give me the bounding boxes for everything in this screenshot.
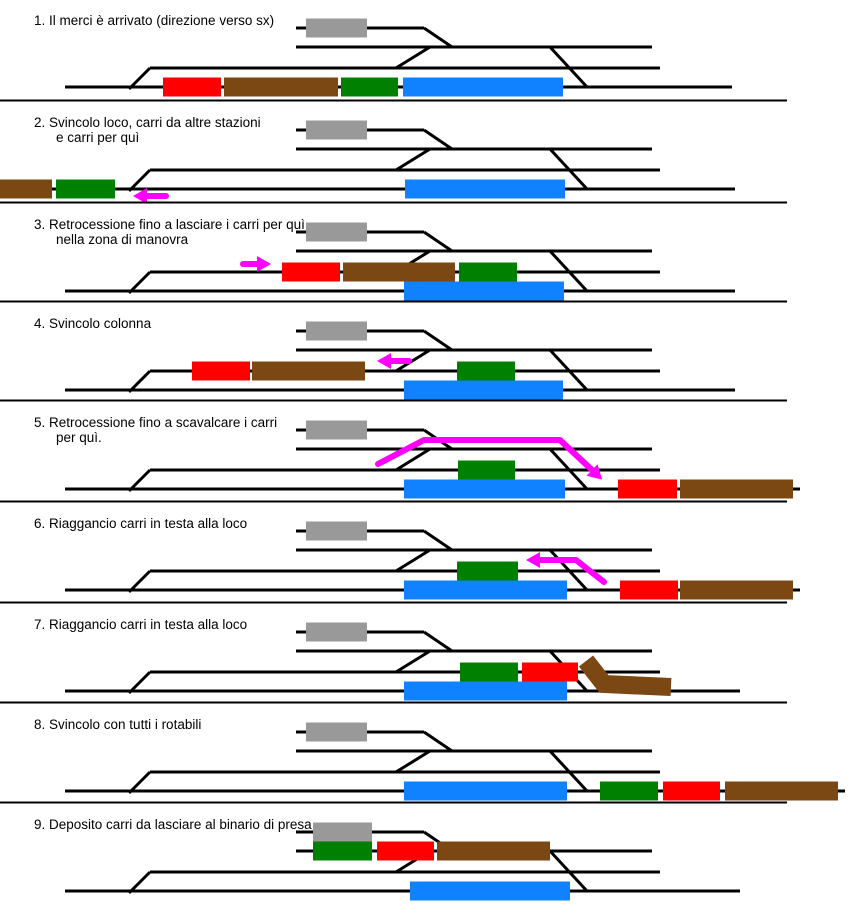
caption-line1: 6. Riaggancio carri in testa alla loco — [34, 516, 248, 531]
wagon-red — [192, 362, 250, 381]
wagon-red — [663, 782, 720, 801]
caption-line1: 9. Deposito carri da lasciare al binario di presa — [34, 817, 312, 832]
wagon-red — [282, 263, 340, 282]
movement-arrow-head — [377, 353, 391, 369]
wagon-brown — [252, 362, 365, 381]
track-switch-stub — [424, 632, 452, 651]
wagon-green — [460, 663, 518, 682]
locomotive-block — [306, 19, 367, 38]
step-caption — [34, 415, 277, 445]
step-caption — [34, 617, 247, 632]
caption-line1: 5. Retrocessione fino a scavalcare i carri — [34, 415, 278, 430]
step-panel-4 — [0, 303, 848, 402]
track-switch-middle — [396, 149, 430, 170]
step-panel-9 — [0, 804, 848, 910]
wagon-red — [618, 480, 677, 499]
wagon-green — [457, 362, 515, 381]
locomotive-block — [306, 623, 367, 642]
locomotive-block — [306, 121, 367, 140]
caption-line2: e carri per quì — [56, 130, 140, 145]
track-switch-stub — [424, 732, 452, 751]
wagon-red — [620, 581, 678, 600]
step-panel-8 — [0, 704, 848, 804]
caption-line1: 7. Riaggancio carri in testa alla loco — [34, 617, 248, 632]
wagon-brown — [0, 180, 52, 199]
track-switch-stub — [424, 531, 452, 550]
wagon-brown — [437, 842, 550, 861]
wagon-red — [377, 842, 434, 861]
track-switch-middle — [396, 651, 430, 672]
step-panel-7 — [0, 604, 848, 704]
wagon-green — [457, 562, 518, 581]
step-caption — [34, 717, 201, 732]
locomotive-block — [306, 522, 367, 541]
step-caption — [34, 516, 247, 531]
step-panel-2 — [0, 102, 848, 204]
wagon-green — [458, 461, 515, 480]
wagon-green — [56, 180, 115, 199]
locomotive-block — [313, 823, 372, 842]
step-panel-1 — [0, 0, 848, 102]
wagon-blue — [405, 180, 565, 199]
wagon-green — [313, 842, 372, 861]
step-panel-3 — [0, 204, 848, 303]
track-switch-middle — [396, 550, 430, 571]
locomotive-block — [306, 421, 367, 440]
step-caption — [34, 817, 312, 832]
step-caption — [34, 13, 274, 28]
movement-arrow-head — [526, 552, 540, 568]
track-switch-stub — [424, 331, 452, 350]
wagon-brown — [725, 782, 838, 801]
caption-line1: 1. Il merci è arrivato (direzione verso sx) — [34, 13, 275, 28]
movement-arrow-head — [257, 256, 271, 272]
wagon-blue — [404, 682, 567, 701]
track-switch-middle — [396, 751, 430, 772]
locomotive-block — [306, 322, 367, 341]
wagon-brown — [343, 263, 455, 282]
wagon-red — [522, 663, 578, 682]
track-switch-stub — [424, 28, 452, 47]
wagon-green — [600, 782, 658, 801]
wagon-green — [459, 263, 517, 282]
wagon-blue — [404, 782, 567, 801]
caption-line1: 2. Svincolo loco, carri da altre stazioni — [34, 115, 261, 130]
caption-line2: nella zona di manovra — [56, 232, 189, 247]
step-caption — [34, 115, 261, 145]
wagon-brown-on-switch — [586, 661, 671, 687]
step-caption — [34, 217, 305, 247]
caption-line1: 3. Retrocessione fino a lasciare i carri per quì — [34, 217, 305, 232]
caption-line2: per quì. — [56, 430, 102, 445]
wagon-brown — [224, 78, 338, 97]
step-panel-5 — [0, 402, 848, 503]
step-panel-6 — [0, 503, 848, 604]
wagon-brown — [680, 581, 793, 600]
caption-line1: 4. Svincolo colonna — [34, 316, 152, 331]
wagon-blue — [404, 381, 563, 400]
locomotive-block — [306, 223, 367, 242]
step-caption — [34, 316, 151, 331]
track-switch-middle — [396, 47, 430, 68]
wagon-blue — [403, 78, 563, 97]
wagon-red — [163, 78, 221, 97]
track-switch-stub — [424, 130, 452, 149]
track-switch-stub — [424, 232, 452, 251]
wagon-blue — [404, 480, 565, 499]
wagon-brown — [680, 480, 793, 499]
wagon-green — [341, 78, 398, 97]
wagon-blue — [404, 282, 564, 301]
caption-line1: 8. Svincolo con tutti i rotabili — [34, 717, 202, 732]
wagon-blue — [410, 882, 570, 901]
locomotive-block — [306, 723, 367, 742]
wagon-blue — [404, 581, 567, 600]
